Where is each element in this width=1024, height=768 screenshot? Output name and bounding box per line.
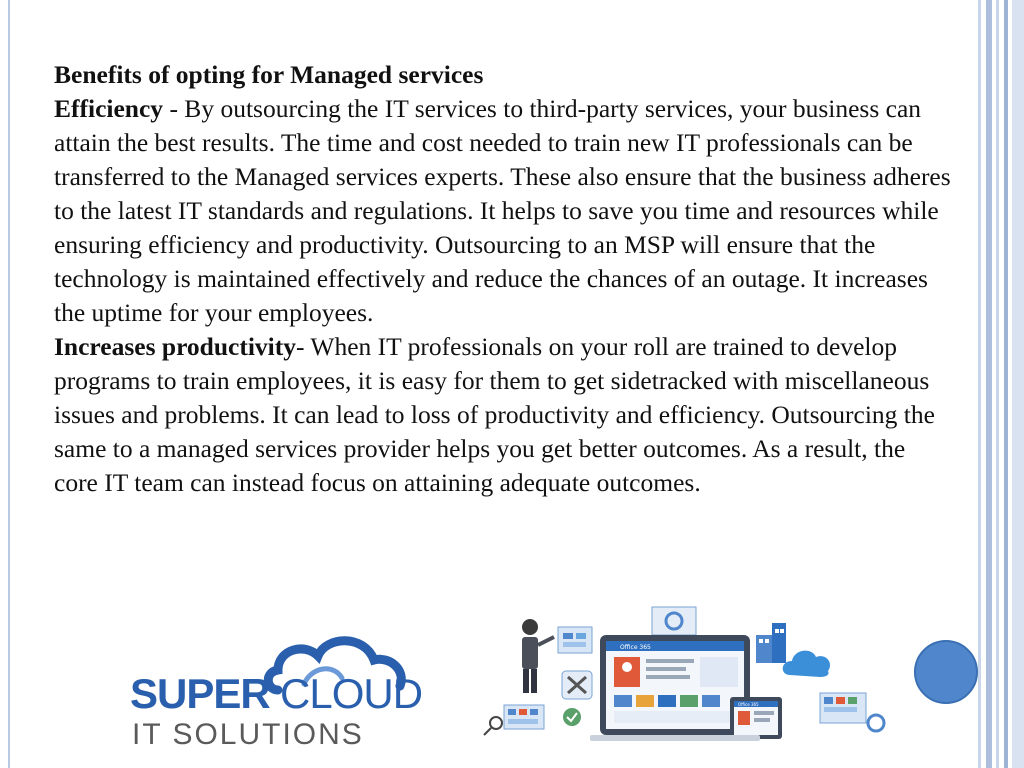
small-screen-label: Office 365 [738, 702, 759, 707]
productivity-text: - When IT professionals on your roll are trained to develop programs to train employees, it is easy for them to get sidetracked with miscellaneous issues and problems. It can lead to loss of productivity and efficiency. Outsourcing the same to a managed services provider helps you get better outcomes. As a result, the core IT team can instead focus on attaining adequate outcomes. [54, 332, 935, 497]
it-services-illustration [480, 605, 890, 755]
person-icon [522, 619, 554, 693]
logo-word-super: SUPER [130, 670, 270, 717]
magnifier-icon [490, 717, 502, 729]
right-decoration [978, 0, 1024, 768]
left-frame-line [8, 0, 10, 768]
productivity-paragraph [54, 330, 954, 500]
building-icon [756, 623, 786, 663]
logo-word-cloud: CLOUD [280, 670, 423, 717]
efficiency-text: - By outsourcing the IT services to third-party services, your business can attain the best results. The time and cost needed to train new IT professionals can be transferred to the Managed services experts. These also ensure that the business adheres to the latest IT standards and regulations. It helps to save you time and resources while ensuring efficiency and productivity. Outsourcing to an MSP will ensure that the technology is maintained effectively and reduce the chances of an outage. It increases the uptime for your employees. [54, 94, 951, 327]
monitor-icon [600, 635, 750, 735]
productivity-term: Increases productivity [54, 332, 297, 361]
gear-small-icon [868, 715, 884, 731]
slide-body [54, 58, 954, 500]
slide-accent-circle [914, 640, 978, 704]
supercloud-logo [128, 628, 423, 751]
efficiency-paragraph [54, 92, 954, 330]
logo-subtitle: IT SOLUTIONS [132, 718, 364, 751]
slide-heading: Benefits of opting for Managed services [54, 60, 484, 89]
cloud-icon [783, 651, 830, 677]
check-icon [563, 708, 581, 726]
efficiency-term: Efficiency [54, 94, 164, 123]
screen-label: Office 365 [620, 644, 651, 651]
